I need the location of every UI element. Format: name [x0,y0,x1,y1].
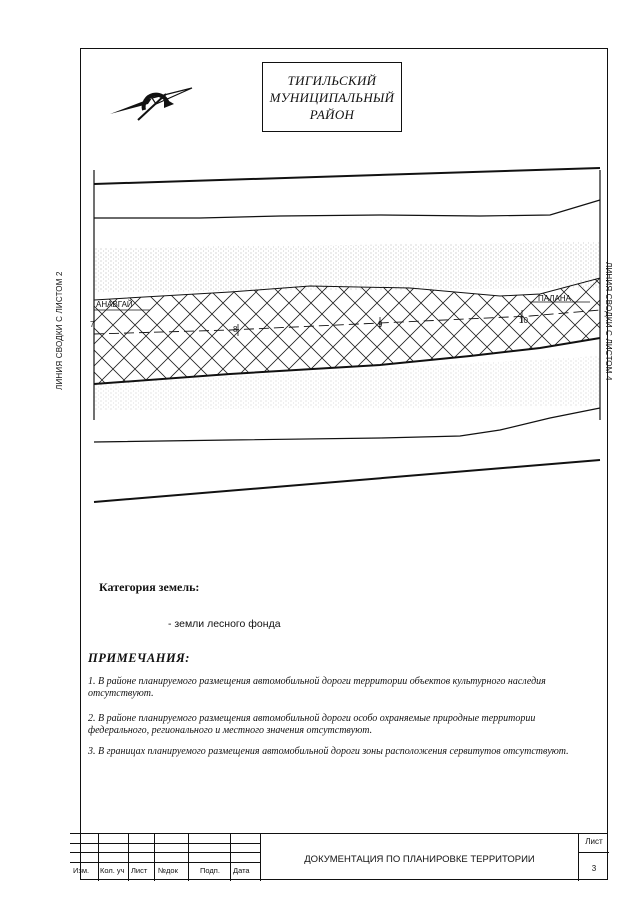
km-marker-7: 7 [90,320,95,329]
km-marker-10: 10 [519,316,528,325]
column-podp: Подп. [200,866,220,875]
note-1: 1. В районе планируемого размещения автомобильной дороги территории объектов культурного наследия отсутствуют. [88,676,546,699]
km-marker-8: 8 [233,325,238,334]
revision-table [70,834,260,881]
column-ndok: №док [158,866,178,875]
terrain-band-upper [94,242,600,292]
column-list: Лист [131,866,148,875]
note-3: 3. В границах планируемого размещения автомобильной дороги зоны расположения сервитутов отсутствуют. [88,746,569,757]
east-destination-label: ПАЛАНА [538,294,571,303]
land-category-legend-item: - земли лесного фонда [168,618,281,630]
boundary-line-4 [94,460,600,502]
document-title: ДОКУМЕНТАЦИЯ ПО ПЛАНИРОВКЕ ТЕРРИТОРИИ [304,854,535,865]
boundary-line-3 [94,408,600,442]
route-map [80,160,608,520]
title-line-1: ТИГИЛЬСКИЙ [287,72,377,88]
notes-title: ПРИМЕЧАНИЯ: [88,651,190,665]
west-destination-label: АНАВГАЙ [96,300,133,309]
left-matchline-label: ЛИНИЯ СВОДКИ С ЛИСТОМ 2 [55,271,64,390]
column-kol-uch: Кол. уч [100,866,125,875]
north-arrow-icon [108,84,194,124]
column-data: Дата [233,866,250,875]
boundary-line-1 [94,168,600,184]
sheet-number-box [578,834,608,881]
column-izm: Изм. [73,866,90,875]
boundary-line-2 [94,200,600,218]
title-block-stamp [70,833,608,880]
km-marker-9: 9 [378,320,383,329]
sheet-number: 3 [591,864,597,873]
sheet-label: Лист [585,837,603,846]
right-matchline-label: ЛИНИЯ СВОДКИ С ЛИСТОМ 4 [604,262,613,381]
note-2: 2. В районе планируемого размещения автомобильной дороги особо охраняемые природные территории федерального, регионального и местного значения отсутствуют. [88,713,536,736]
district-title-box [262,62,402,132]
land-category-heading: Категория земель: [99,580,200,594]
title-line-2: МУНИЦИПАЛЬНЫЙ [269,89,395,105]
title-line-3: РАЙОН [309,106,355,122]
